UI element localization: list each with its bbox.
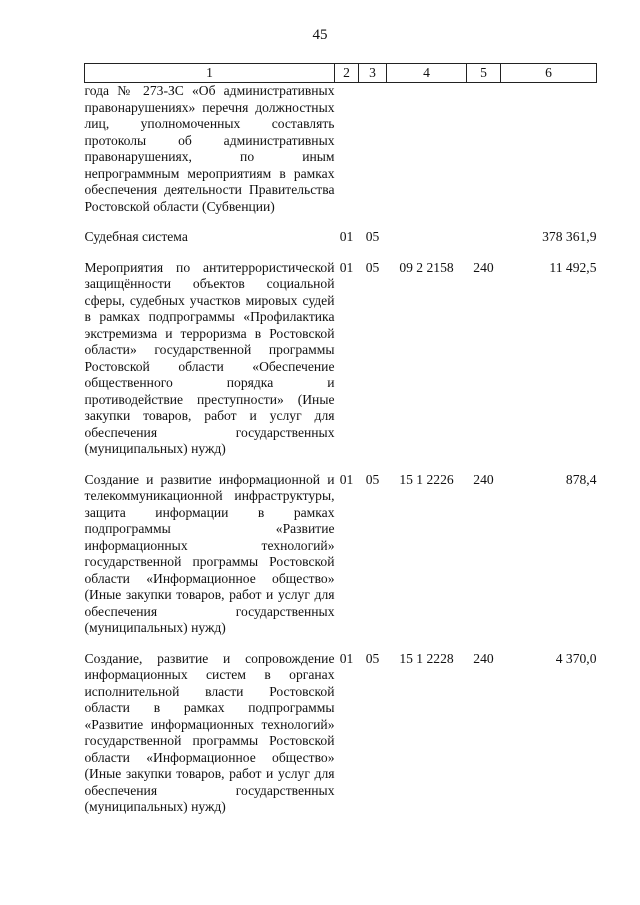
subsection-code: 05 [365,650,380,666]
page-number: 45 [312,27,328,43]
expense-type-code [467,83,501,216]
amount: 878,4 [565,471,597,487]
subsection-code: 05 [365,229,380,244]
expense-name: Судебная система [84,229,188,244]
budget-table [84,63,597,816]
subsection-code: 05 [365,259,380,275]
expense-type-code: 240 [473,650,494,666]
expense-type-code [467,229,501,246]
table-row [85,83,597,216]
column-header: 2 [335,64,359,83]
amount: 11 492,5 [549,259,597,275]
table-row [85,260,597,458]
expense-name: Мероприятия по антитеррористической защищённости объектов социальной сферы, судебных участков мировых судей в рамках подпрограммы «Профилактика экстремизма и терроризма в Ростовской области» государственной программы Ростовской области «Обеспечение общественного порядка и противодействие преступности» (Иные закупки товаров, работ и услуг для обеспечения государственных (муниципальных) нужд) [84,259,335,456]
target-article-code: 15 1 2226 [399,471,454,487]
column-header: 3 [359,64,387,83]
column-header: 1 [85,64,335,83]
column-header: 6 [501,64,597,83]
table-row [85,651,597,816]
target-article-code: 09 2 2158 [399,259,454,275]
amount: 378 361,9 [542,229,597,244]
amount [501,83,597,216]
expense-name: года № 273-ЗС «Об административных правонарушениях» перечня должностных лиц, уполномоченных составлять протоколы об административных правонарушениях, по иным непрограммным мероприятиям в рамках обеспечения деятельности Правительства Ростовской области (Субвенции) [84,83,335,214]
table-row [85,472,597,637]
section-code: 01 [339,259,354,275]
column-header: 4 [387,64,467,83]
column-header: 5 [467,64,501,83]
section-code: 01 [339,471,354,487]
section-code: 01 [339,650,354,666]
header-row [85,64,597,83]
subsection-code: 05 [365,471,380,487]
expense-name: Создание и развитие информационной и телекоммуникационной инфраструктуры, защита информации в рамках подпрограммы «Развитие информационных технологий» государственной программы Ростовской области «Информационное общество» (Иные закупки товаров, работ и услуг для обеспечения государственных (муниципальных) нужд) [84,471,335,635]
target-article-code [387,83,467,216]
expense-type-code: 240 [473,471,494,487]
target-article-code [387,229,467,246]
table-row [85,229,597,246]
section-code: 01 [339,229,354,244]
subsection-code [359,83,387,216]
expense-type-code: 240 [473,259,494,275]
section-code [335,83,359,216]
amount: 4 370,0 [555,650,597,666]
target-article-code: 15 1 2228 [399,650,454,666]
expense-name: Создание, развитие и сопровождение информационных систем в органах исполнительной власти Ростовской области в рамках подпрограммы «Развитие информационных технологий» государственной программы Ростовской области «Информационное общество» (Иные закупки товаров, работ и услуг для обеспечения государственных (муниципальных) нужд) [84,650,335,814]
